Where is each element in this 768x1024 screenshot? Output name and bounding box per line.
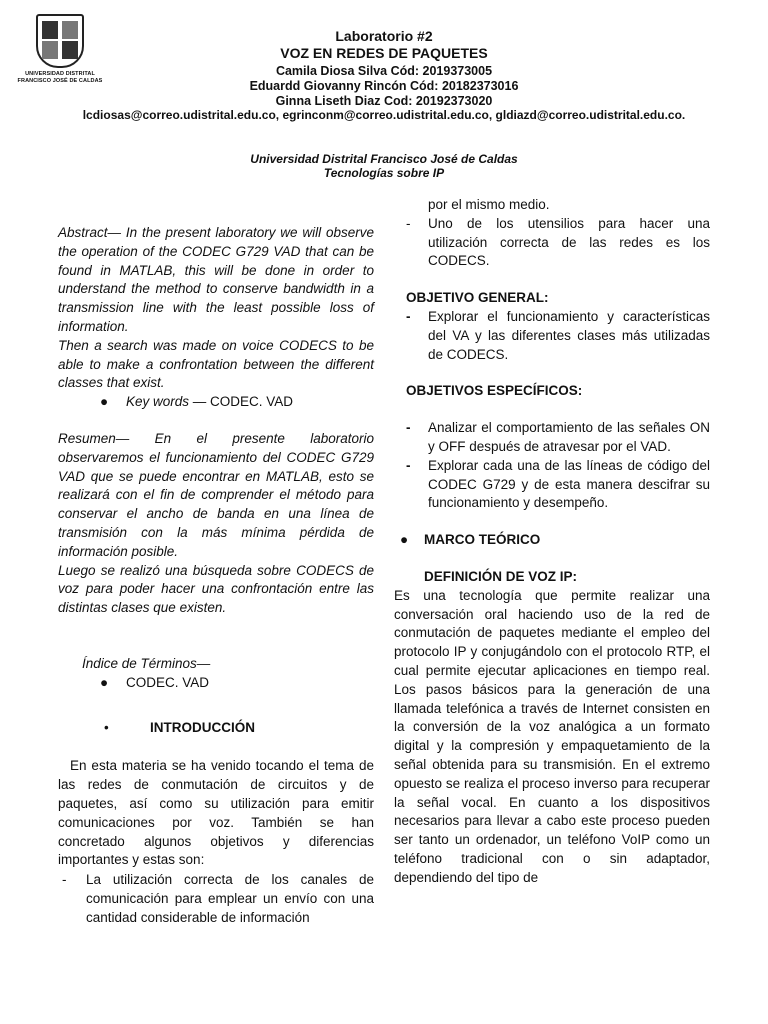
intro-heading-row bbox=[58, 719, 374, 738]
abstract-continued: Then a search was made on voice CODECS to be able to make a confrontation between the different classes that exist. bbox=[58, 337, 374, 391]
course-name: Tecnologías sobre IP bbox=[323, 166, 445, 180]
specific-objective-2: - Explorar cada una de las líneas de código del CODEC G729 y de esta manera descifrar su funcionamiento y desempeño. bbox=[406, 457, 710, 511]
abstract: Abstract— In the present laboratory we will observe the operation of the CODEC G729 VAD that can be found in MATLAB, this will be done in order to understand the method to conserve bandwidth in a transmission line with the least possible loss of information. bbox=[58, 225, 374, 334]
voip-definition-body: Es una tecnología que permite realizar una conversación oral haciendo uso de la red de conmutación de paquetes mediante el empleo del protocolo IP y conjugándolo con el protocolo RTP, el cual permite ejecutar aplicaciones en tiempo real. Los pasos básicos para la generación de una llamada telefónica a través de Internet consisten en la conversión de la voz analógica a un formato digital y la compresión y empaquetamiento de la señal obtenida para su transmisión. En el extremo opuesto se realiza el proceso inverso para recuperar la señal vocal. En cuanto a los dispositivos necesarios para llevar a cabo este proceso pueden ser tanto un ordenador, un teléfono VoIP como un teléfono tradicional con o sin adaptador, dependiendo del tipo de bbox=[394, 587, 710, 885]
bullet-icon: ● bbox=[100, 394, 109, 410]
lab-number: Laboratorio #2 bbox=[335, 28, 433, 44]
general-objective-heading: OBJETIVO GENERAL: bbox=[406, 290, 549, 306]
voip-definition-heading: DEFINICIÓN DE VOZ IP: bbox=[424, 568, 578, 584]
index-terms-label: Índice de Términos— bbox=[82, 655, 211, 671]
theory-heading-row bbox=[396, 531, 710, 550]
keywords-text: — CODEC. VAD bbox=[189, 394, 294, 410]
author-2: Eduardd Giovanny Rincón Cód: 20182373016 bbox=[249, 79, 519, 93]
intro-body: En esta materia se ha venido tocando el tema de las redes de conmutación de circuitos y de paquetes, así como su utilización para emitir comunicaciones por voz. También se han concretado algunos objetivos y diferencias importantes y estas son: bbox=[58, 758, 374, 868]
intro-item-2: - Uno de los utensilios para hacer una utilización correcta de las redes es los CODECS. bbox=[406, 215, 710, 269]
resumen: Resumen— En el presente laboratorio observaremos el funcionamiento del CODEC G729 VAD que se puede encontrar en MATLAB, esto se realizará con el fin de comprender el método para conservar el ancho de banda en una línea de transmisión con la más mínima pérdida de información posible. bbox=[58, 430, 374, 559]
theory-heading: MARCO TEÓRICO bbox=[424, 532, 541, 548]
specific-objectives-heading: OBJETIVOS ESPECÍFICOS: bbox=[406, 383, 583, 399]
author-3: Ginna Liseth Diaz Cod: 20192373020 bbox=[275, 94, 493, 108]
bullet-icon: ● bbox=[400, 532, 409, 548]
intro-heading: INTRODUCCIÓN bbox=[150, 719, 255, 735]
index-terms-item: CODEC. VAD bbox=[126, 674, 210, 690]
author-1: Camila Diosa Silva Cód: 2019373005 bbox=[275, 64, 493, 78]
document-title: VOZ EN REDES DE PAQUETES bbox=[280, 45, 488, 61]
bullet-icon: ● bbox=[100, 674, 109, 690]
university-name: Universidad Distrital Francisco José de Caldas bbox=[250, 152, 518, 166]
list-continuation: por el mismo medio. bbox=[428, 197, 550, 212]
left-column bbox=[58, 224, 374, 928]
keywords-label: Key words bbox=[126, 394, 190, 410]
author-emails: lcdiosas@correo.udistrital.edu.co, egrinconm@correo.udistrital.edu.co, gldiazd@correo.udistrital.edu.co. bbox=[82, 108, 686, 122]
bullet-icon: • bbox=[104, 719, 109, 735]
keywords bbox=[58, 393, 374, 412]
right-column bbox=[396, 196, 710, 888]
logo-caption: UNIVERSIDAD DISTRITAL FRANCISCO JOSÉ DE CALDAS bbox=[17, 71, 103, 84]
specific-objective-1: - Analizar el comportamiento de las señales ON y OFF después de atravesar por el VAD. bbox=[406, 420, 710, 454]
index-terms bbox=[58, 674, 374, 693]
intro-item-1: - La utilización correcta de los canales de comunicación para emplear un envío con una cantidad considerable de información bbox=[62, 872, 374, 925]
resumen-continued: Luego se realizó una búsqueda sobre CODECS de voz para poder hacer una confrontación entre las distintas clases que existen. bbox=[58, 562, 374, 616]
general-objective-item: - Explorar el funcionamiento y características del VA y las diferentes clases más utilizadas de CODECS. bbox=[406, 308, 710, 362]
